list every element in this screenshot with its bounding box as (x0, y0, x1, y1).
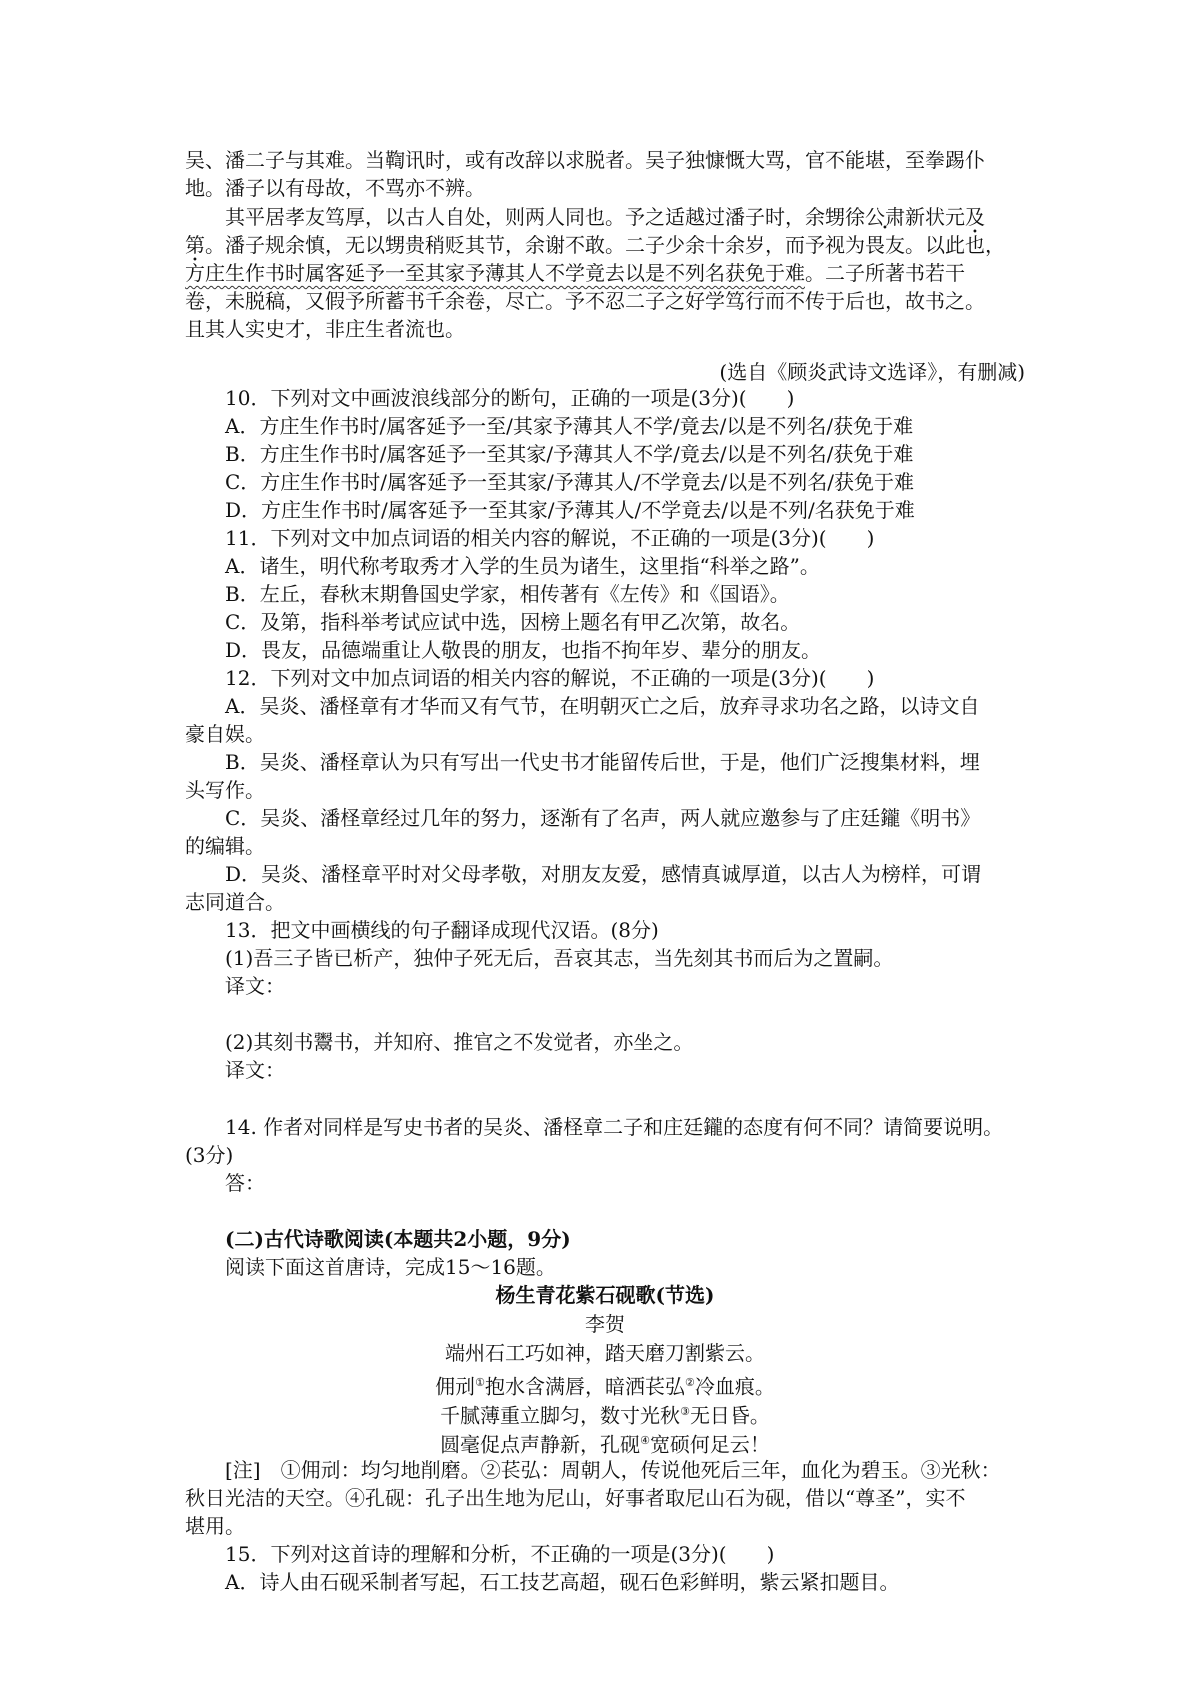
q12-option-d-cont: 志同道合。 (185, 890, 285, 914)
question-15-stem: 15．下列对这首诗的理解和分析，不正确的一项是(3分)( ) (225, 1542, 775, 1566)
q10-option-d: D．方庄生作书时/属客延予一至其家/予薄其人/不学竟去/以是不列/名获免于难 (225, 498, 915, 522)
q11-option-a: A．诸生，明代称考取秀才入学的生员为诸生，这里指“科举之路”。 (225, 554, 820, 578)
poem-line-4: 圆毫促点声静新，孔砚④宽硕何足云！ (440, 1432, 770, 1457)
q10-option-c: C．方庄生作书时/属客延予一至其家/予薄其人/不学竟去/以是不列名/获免于难 (225, 470, 914, 494)
q12-option-c: C．吴炎、潘柽章经过几年的努力，逐渐有了名声，两人就应邀参与了庄廷鑨《明书》 (225, 806, 981, 830)
question-14-stem-cont: (3分) (185, 1143, 234, 1167)
q12-option-b-cont: 头写作。 (185, 778, 265, 802)
passage-line: 地。潘子以有母故，不骂亦不辨。 (185, 176, 485, 200)
q10-option-a: A．方庄生作书时/属客延予一至/其家予薄其人不学/竟去/以是不列名/获免于难 (225, 414, 914, 438)
q15-option-a: A．诗人由石砚采制者写起，石工技艺高超，砚石色彩鲜明，紫云紧扣题目。 (225, 1570, 900, 1594)
poem-notes-cont: 秋日光洁的天空。④孔砚：孔子出生地为尼山，好事者取尼山石为砚，借以“尊圣”，实不 (185, 1486, 966, 1510)
q12-option-b: B．吴炎、潘柽章认为只有写出一代史书才能留传后世，于是，他们广泛搜集材料，埋 (225, 750, 980, 774)
section-heading: (二)古代诗歌阅读(本题共2小题，9分) (225, 1227, 571, 1251)
poem-notes-cont: 堪用。 (185, 1514, 245, 1538)
q11-option-b: B．左丘，春秋末期鲁国史学家，相传著有《左传》和《国语》。 (225, 582, 790, 606)
q12-option-a: A．吴炎、潘柽章有才华而又有气节，在明朝灭亡之后，放弃寻求功名之路，以诗文自 (225, 694, 980, 718)
q14-answer-label: 答： (225, 1171, 265, 1195)
question-10-stem: 10．下列对文中画波浪线部分的断句，正确的一项是(3分)( ) (225, 386, 795, 410)
section-intro: 阅读下面这首唐诗，完成15～16题。 (225, 1255, 556, 1279)
passage-line: 第。潘子规余慎，无以甥贵稍贬其节，余谢不敢。二子少余十余岁，而予视为畏友。以此也， (185, 233, 1005, 257)
q12-option-c-cont: 的编辑。 (185, 834, 265, 858)
dotted-word-ji: 及 (965, 205, 985, 229)
q12-option-d: D．吴炎、潘柽章平时对父母孝敬，对朋友友爱，感情真诚厚道，以古人为榜样，可谓 (225, 862, 982, 886)
question-12-stem: 12．下列对文中加点词语的相关内容的解说，不正确的一项是(3分)( ) (225, 666, 875, 690)
poem-line-3: 千腻薄重立脚匀，数寸光秋③无日昏。 (440, 1403, 770, 1428)
passage-line: 其平居孝友笃厚，以古人自处，则两人同也。予之适越过潘子时，余甥徐公肃新状元及 (225, 205, 985, 229)
poem-line-2: 佣刓①抱水含满唇，暗洒苌弘②冷血痕。 (435, 1374, 775, 1399)
question-13-stem: 13．把文中画横线的句子翻译成现代汉语。(8分) (225, 918, 659, 942)
poem-author: 李贺 (585, 1312, 625, 1336)
q13-sentence-2: (2)其刻书鬻书，并知府、推官之不发觉者，亦坐之。 (225, 1030, 694, 1054)
wavy-underlined-sentence: 方庄生作书时属客延予一至其家予薄其人不学竟去以是不列名获免于难 (185, 261, 805, 285)
poem-notes: [注] ①佣刓：均匀地削磨。②苌弘：周朝人，传说他死后三年，血化为碧玉。③光秋： (225, 1458, 1001, 1482)
dotted-word-di: 第 (185, 233, 205, 257)
passage-line: 且其人实史才，非庄生者流也。 (185, 317, 465, 341)
passage-source: (选自《顾炎武诗文选译》，有删减) (719, 360, 1025, 384)
q11-option-d: D．畏友，品德端重让人敬畏的朋友，也指不拘年岁、辈分的朋友。 (225, 638, 822, 662)
question-11-stem: 11．下列对文中加点词语的相关内容的解说，不正确的一项是(3分)( ) (225, 526, 875, 550)
poem-line-1: 端州石工巧如神，踏天磨刀割紫云。 (445, 1341, 765, 1365)
q10-option-b: B．方庄生作书时/属客延予一至其家/予薄其人不学/竟去/以是不列名/获免于难 (225, 442, 914, 466)
poem-title: 杨生青花紫石砚歌(节选) (495, 1283, 715, 1307)
dotted-word-weiyou: 畏友 (865, 233, 905, 257)
q13-answer-label-2: 译文： (225, 1058, 285, 1082)
passage-line: 方庄生作书时属客延予一至其家予薄其人不学竟去以是不列名获免于难。二子所著书若干 (185, 261, 965, 285)
passage-line: 吴、潘二子与其难。当鞫讯时，或有改辞以求脱者。吴子独慷慨大骂，官不能堪，至拳踢仆 (185, 148, 985, 172)
question-14-stem: 14. 作者对同样是写史书者的吴炎、潘柽章二子和庄廷鑨的态度有何不同？请简要说明。 (225, 1115, 1004, 1139)
q11-option-c: C．及第，指科举考试应试中选，因榜上题名有甲乙次第，故名。 (225, 610, 801, 634)
q13-answer-label-1: 译文： (225, 974, 285, 998)
q13-sentence-1: (1)吾三子皆已析产，独仲子死无后，吾哀其志，当先刻其书而后为之置嗣。 (225, 946, 894, 970)
passage-line: 卷，未脱稿，又假予所蓄书千余卷，尽亡。予不忍二子之好学笃行而不传于后也，故书之。 (185, 289, 985, 313)
q12-option-a-cont: 豪自娱。 (185, 722, 265, 746)
